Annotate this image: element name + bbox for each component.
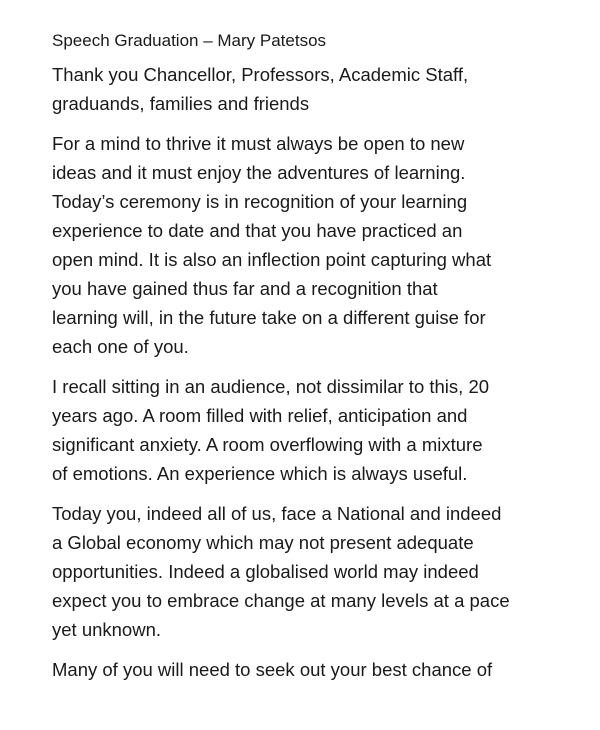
text-line: graduands, families and friends [52,93,310,114]
text-line: Today you, indeed all of us, face a National and indeed [52,503,502,524]
text-line: a Global economy which may not present adequate [52,532,474,553]
paragraph-best-chance [52,655,556,684]
text-line: ideas and it must enjoy the adventures of learning. [52,162,466,183]
text-line: Many of you will need to seek out your best chance of [52,659,493,680]
text-line: Today’s ceremony is in recognition of your learning [52,191,468,212]
text-line: learning will, in the future take on a different guise for [52,307,486,328]
text-line: each one of you. [52,336,189,357]
text-line: expect you to embrace change at many levels at a pace [52,590,510,611]
text-line: yet unknown. [52,619,162,640]
document-title: Speech Graduation – Mary Patetsos [52,31,327,50]
paragraph-economy [52,499,556,644]
text-line: For a mind to thrive it must always be open to new [52,133,465,154]
paragraph-open-mind [52,129,556,361]
text-line: open mind. It is also an inflection point capturing what [52,249,492,270]
text-line: experience to date and that you have practiced an [52,220,463,241]
text-line: significant anxiety. A room overflowing with a mixture [52,434,483,455]
text-line: opportunities. Indeed a globalised world may indeed [52,561,479,582]
text-line: Thank you Chancellor, Professors, Academic Staff, [52,64,469,85]
text-line: years ago. A room filled with relief, anticipation and [52,405,468,426]
text-line: you have gained thus far and a recognition that [52,278,438,299]
paragraph-recollection [52,372,556,488]
text-line: of emotions. An experience which is always useful. [52,463,468,484]
paragraph-greeting [52,60,556,118]
text-line: I recall sitting in an audience, not dissimilar to this, 20 [52,376,490,397]
